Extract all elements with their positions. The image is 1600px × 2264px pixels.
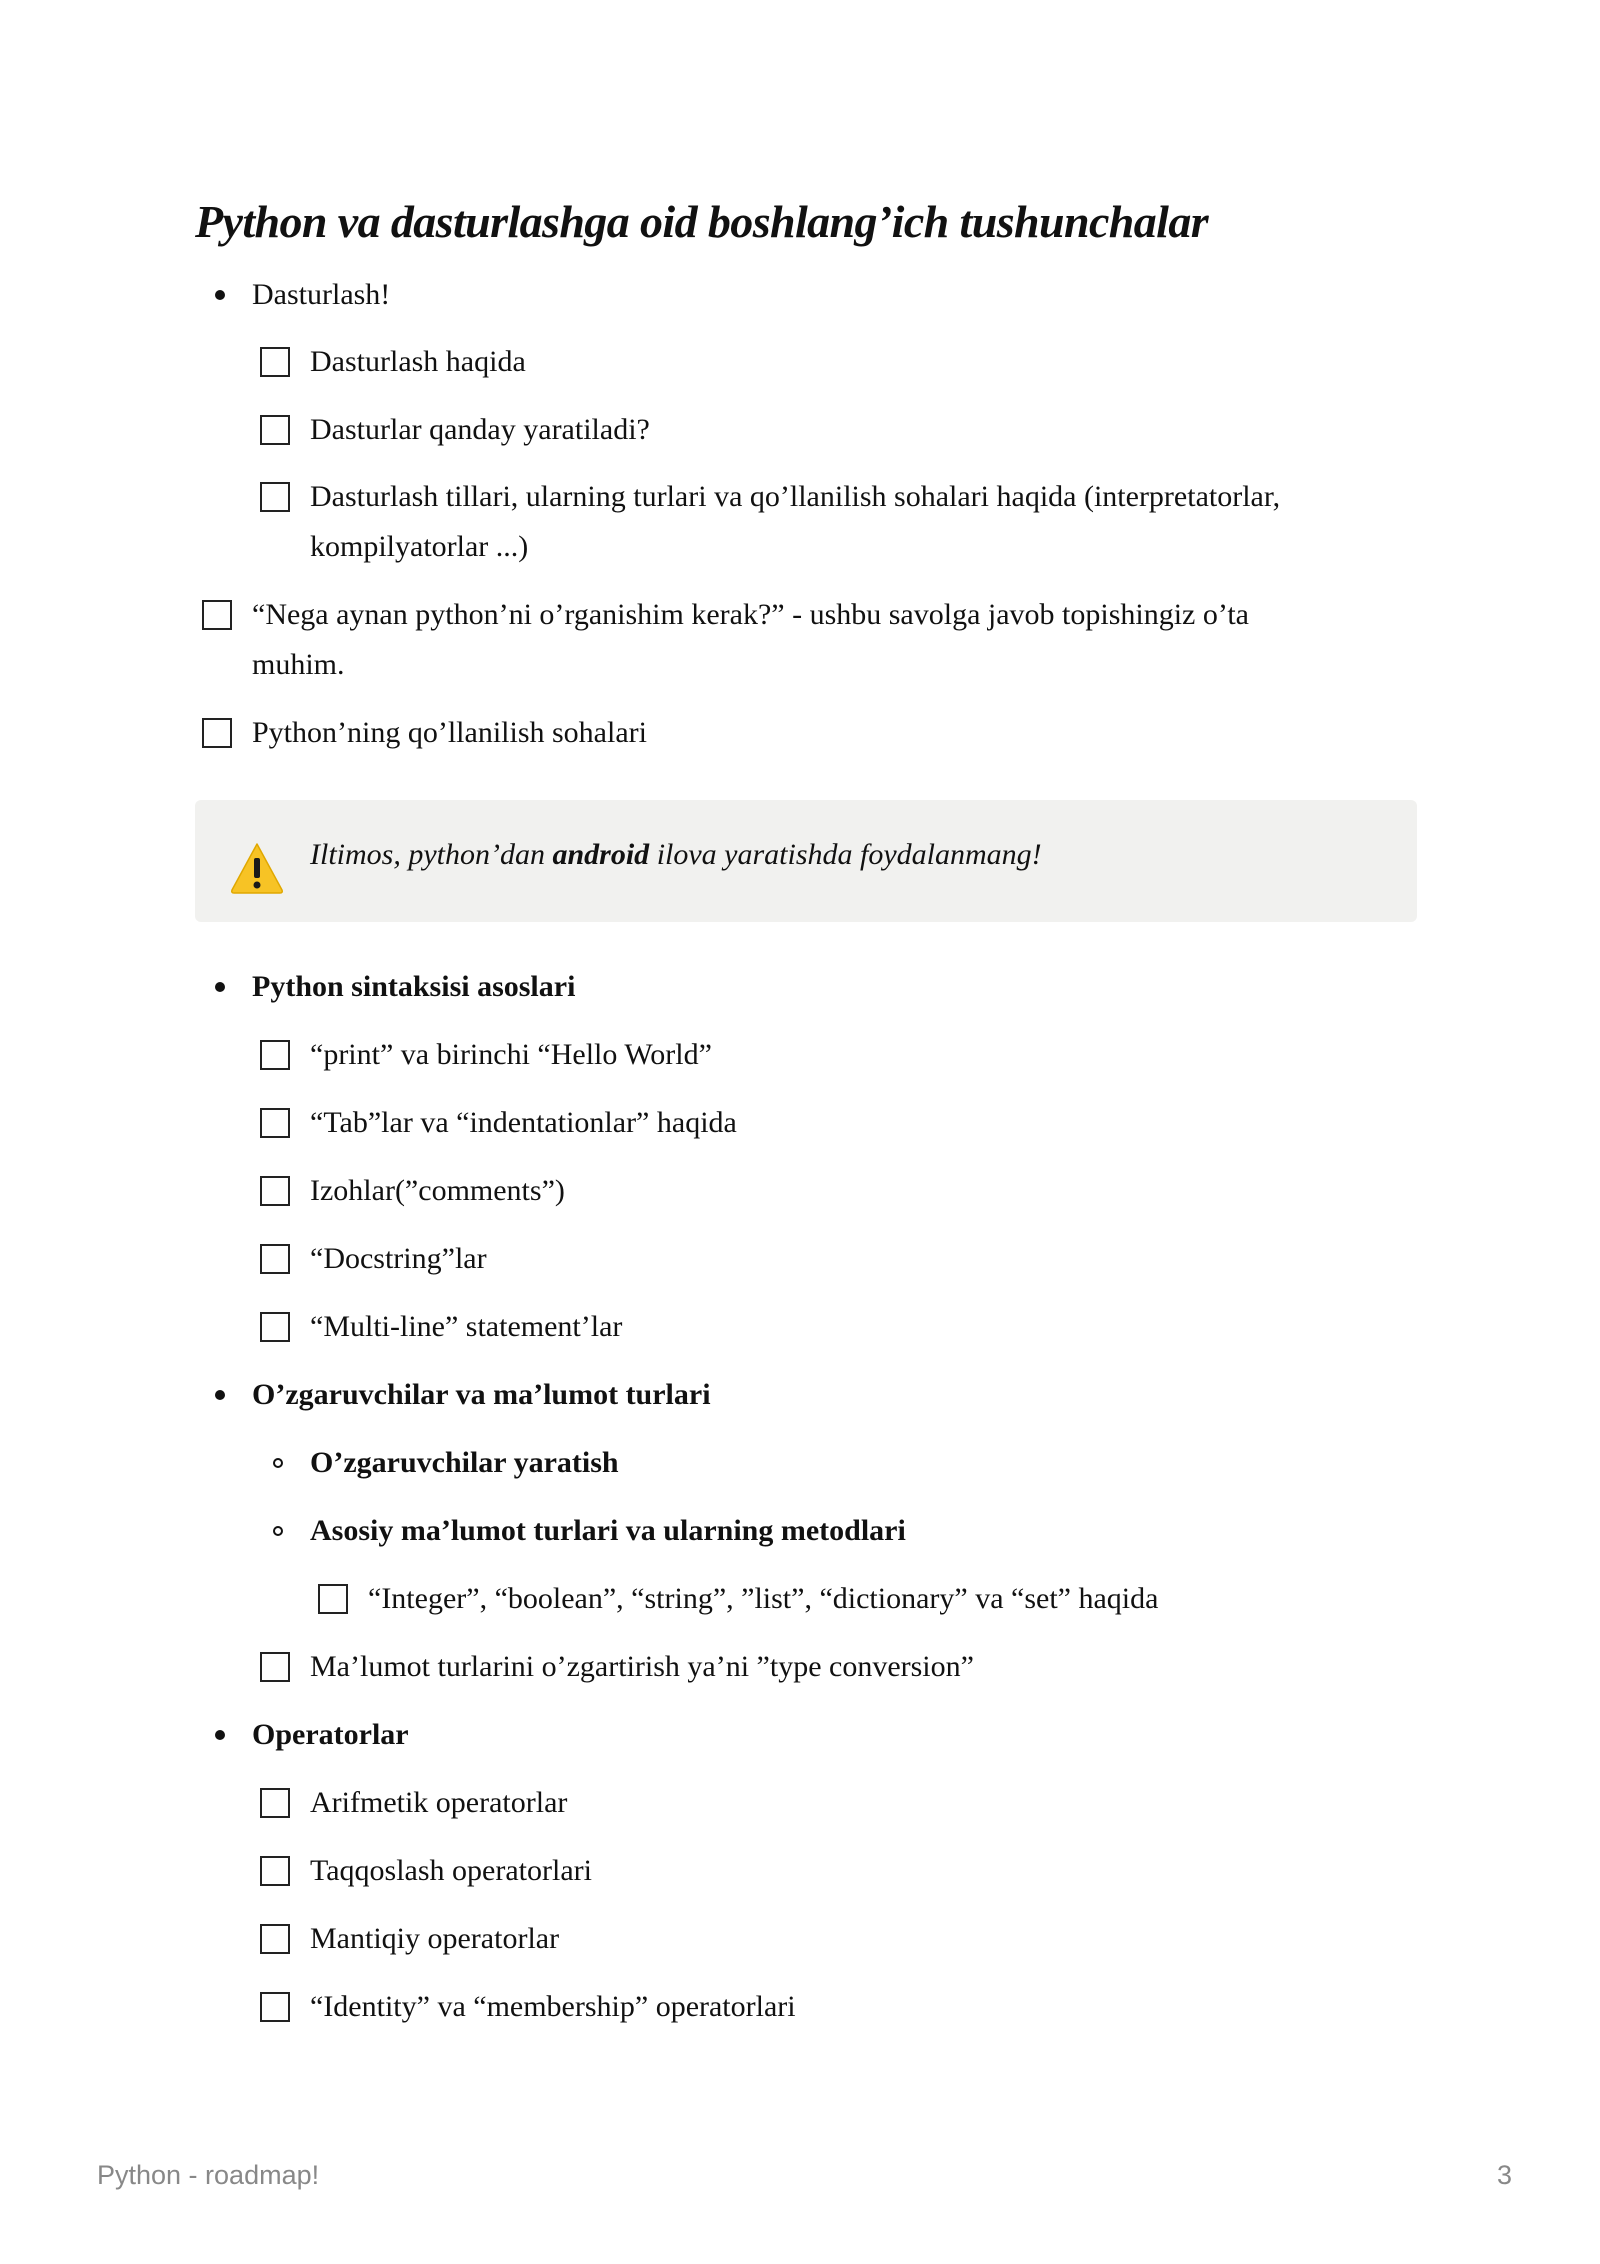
page-title: Python va dasturlashga oid boshlang’ich tushunchalar [195,196,1209,247]
checkbox-python-sohalari[interactable] [202,718,232,748]
list-item-ozgaruvchilar: O’zgaruvchilar va ma’lumot turlari [252,1378,711,1411]
bullet-dasturlash [215,290,225,300]
checkbox-docstring[interactable] [260,1244,290,1274]
todo-tab-indentation: “Tab”lar va “indentationlar” haqida [310,1106,737,1139]
todo-arifmetik: Arifmetik operatorlar [310,1786,568,1819]
checkbox-mantiqiy[interactable] [260,1924,290,1954]
checkbox-arifmetik[interactable] [260,1788,290,1818]
bullet-operatorlar [215,1730,225,1740]
checkbox-multiline[interactable] [260,1312,290,1342]
todo-dasturlash-tillari: Dasturlash tillari, ularning turlari va qo’llanilish sohalari haqida (interpretatorlar, kompilyatorlar ...) [310,480,1281,563]
bullet-ozgaruvchilar [215,1390,225,1400]
callout-text: Iltimos, python’dan android ilova yaratishda foydalanmang! [310,838,1042,871]
circle-bullet-yaratish [273,1458,283,1468]
warning-callout [195,800,1417,922]
checkbox-nega-python[interactable] [202,600,232,630]
bullet-sintaksis [215,982,225,992]
todo-docstring: “Docstring”lar [310,1242,487,1275]
list-item-sintaksis: Python sintaksisi asoslari [252,970,576,1003]
todo-type-conversion: Ma’lumot turlarini o’zgartirish ya’ni ”type conversion” [310,1650,974,1683]
list-item-malumot-turlari: Asosiy ma’lumot turlari va ularning metodlari [310,1514,906,1547]
list-item-operatorlar: Operatorlar [252,1718,409,1751]
todo-print-hello: “print” va birinchi “Hello World” [310,1038,712,1071]
checkbox-type-conversion[interactable] [260,1652,290,1682]
list-item-ozgaruvchilar-yaratish: O’zgaruvchilar yaratish [310,1446,619,1479]
checkbox-identity-membership[interactable] [260,1992,290,2022]
todo-izohlar: Izohlar(”comments”) [310,1174,565,1207]
checkbox-taqqoslash[interactable] [260,1856,290,1886]
todo-integer-boolean: “Integer”, “boolean”, “string”, ”list”, “dictionary” va “set” haqida [368,1582,1159,1615]
todo-dasturlar-qanday: Dasturlar qanday yaratiladi? [310,413,650,446]
checkbox-izohlar[interactable] [260,1176,290,1206]
todo-nega-python: “Nega aynan python’ni o’rganishim kerak?” - ushbu savolga javob topishingiz o’ta muhim. [252,598,1249,681]
checkbox-print-hello[interactable] [260,1040,290,1070]
page-number: 3 [1496,2160,1512,2190]
list-item-dasturlash: Dasturlash! [252,278,391,311]
todo-identity-membership: “Identity” va “membership” operatorlari [310,1990,796,2023]
checkbox-dasturlash-haqida[interactable] [260,347,290,377]
warning-icon [229,840,285,896]
todo-taqqoslash: Taqqoslash operatorlari [310,1854,592,1887]
checkbox-dasturlash-tillari[interactable] [260,482,290,512]
todo-multiline: “Multi-line” statement’lar [310,1310,623,1343]
todo-python-sohalari: Python’ning qo’llanilish sohalari [252,716,647,749]
checkbox-integer-boolean[interactable] [318,1584,348,1614]
todo-mantiqiy: Mantiqiy operatorlar [310,1922,560,1955]
checkbox-tab-indentation[interactable] [260,1108,290,1138]
todo-dasturlash-haqida: Dasturlash haqida [310,345,526,378]
checkbox-dasturlar-qanday[interactable] [260,415,290,445]
footer-title: Python - roadmap! [97,2160,320,2190]
circle-bullet-malumot-turlari [273,1526,283,1536]
